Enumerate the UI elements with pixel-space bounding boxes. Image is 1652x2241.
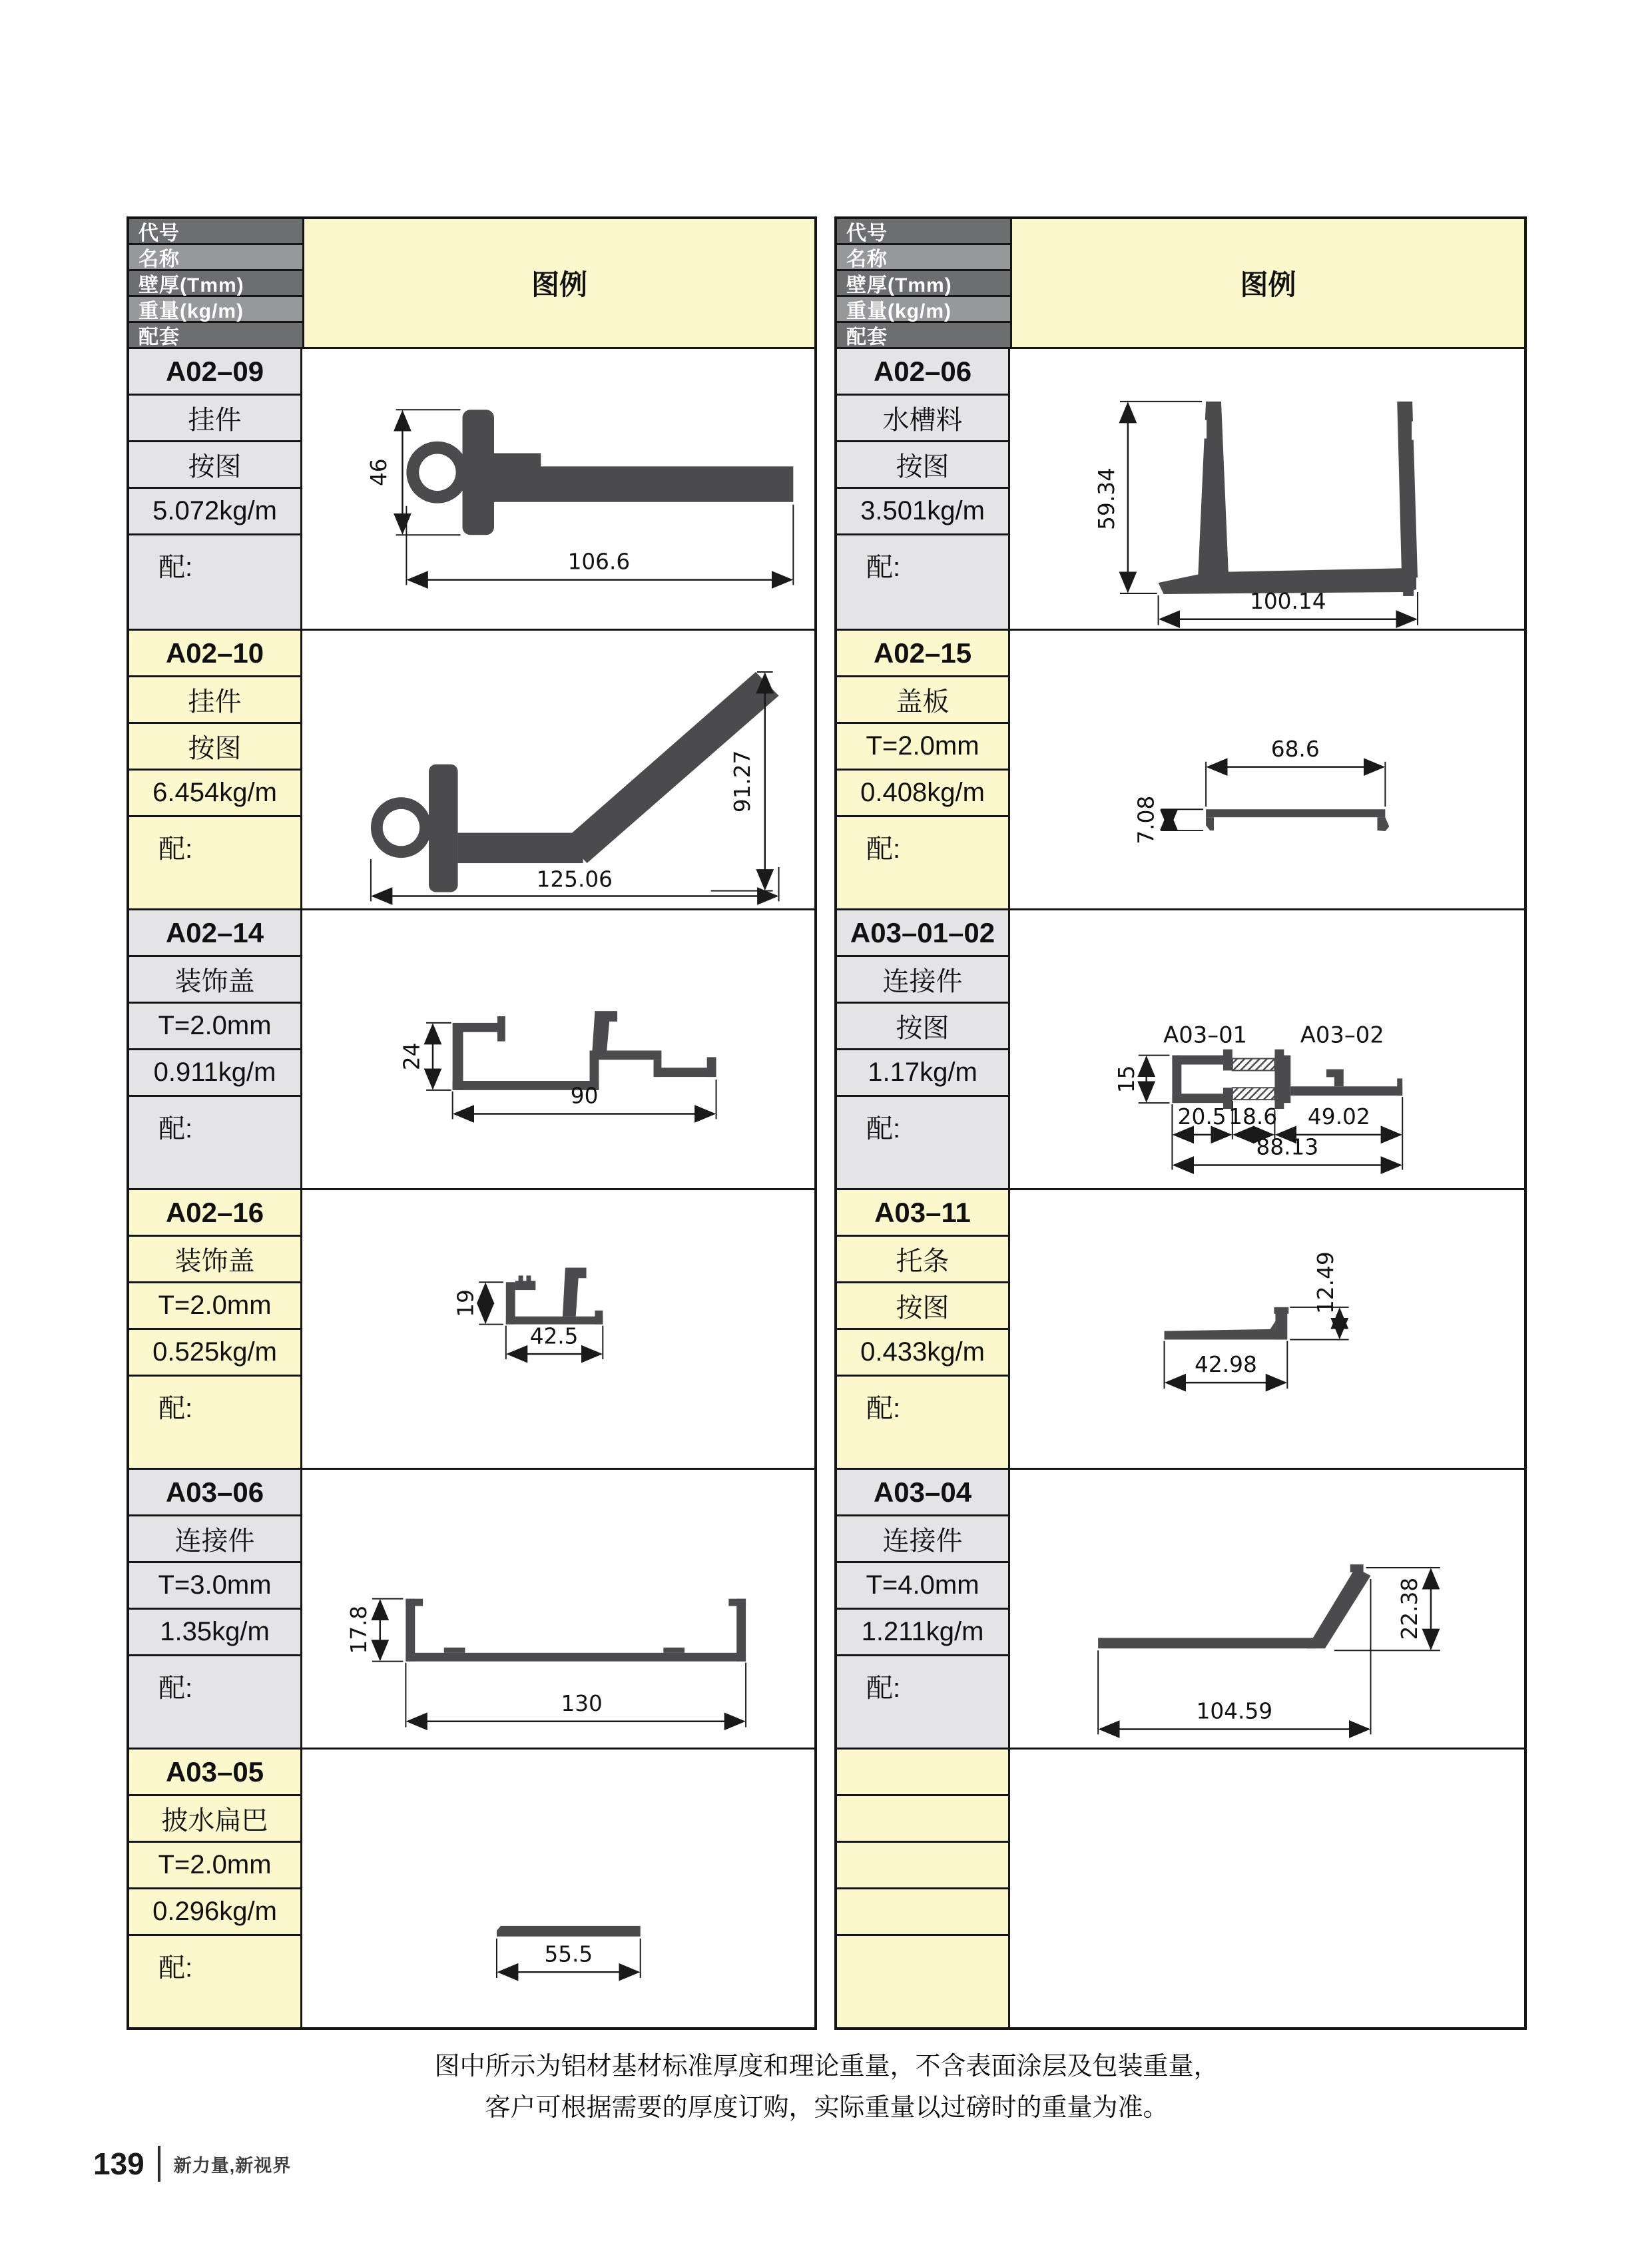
header-row-thickness: 壁厚(Tmm) <box>129 271 302 297</box>
header-row-accessory: 配套 <box>837 323 1010 349</box>
cell-name: 装饰盖 <box>129 1237 300 1283</box>
cell-match: 配: <box>129 535 300 629</box>
cell-name: 连接件 <box>129 1516 300 1563</box>
footer-tagline: 新力量,新视界 <box>173 2155 292 2176</box>
cell-name: 连接件 <box>837 1516 1008 1563</box>
cell-weight: 0.408kg/m <box>837 771 1008 817</box>
block-a02-10 <box>129 629 814 908</box>
dim-label: 68.6 <box>1270 736 1320 762</box>
footer-divider <box>158 2146 160 2182</box>
cell-weight: 5.072kg/m <box>129 489 300 535</box>
dim-label: 88.13 <box>1256 1134 1319 1160</box>
legend-header: 图例 <box>1010 219 1524 349</box>
block-a03-05 <box>129 1748 814 2027</box>
cell-code: A03–04 <box>837 1470 1008 1516</box>
cell-code: A02–16 <box>129 1190 300 1237</box>
cell-name: 盖板 <box>837 677 1008 724</box>
cell-code: A02–10 <box>129 631 300 677</box>
header-row-name: 名称 <box>129 245 302 271</box>
cell-name: 披水扁巴 <box>129 1796 300 1843</box>
drawing-a02-14 <box>302 910 814 1188</box>
drawing-a02-10 <box>302 631 814 908</box>
drawing-a03-11 <box>1010 1190 1524 1468</box>
cell-thickness: T=4.0mm <box>837 1563 1008 1610</box>
cell-weight: 0.525kg/m <box>129 1330 300 1377</box>
drawing-a03-05 <box>302 1750 814 2027</box>
cell-code: A03–01–02 <box>837 910 1008 957</box>
cell-weight: 0.911kg/m <box>129 1050 300 1097</box>
cell-thickness: 按图 <box>129 724 300 771</box>
dim-label: 17.8 <box>346 1605 372 1654</box>
cell-name: 挂件 <box>129 677 300 724</box>
dim-label: 55.5 <box>544 1941 593 1967</box>
part-label: A03–01 <box>1163 1022 1248 1048</box>
dim-label: 104.59 <box>1196 1698 1273 1724</box>
dim-label: 49.02 <box>1307 1104 1370 1129</box>
dim-label: 15 <box>1113 1065 1139 1094</box>
dim-label: 90 <box>570 1083 599 1109</box>
header-row-weight: 重量(kg/m) <box>129 297 302 323</box>
dim-label: 100.14 <box>1249 588 1326 614</box>
cell-match: 配: <box>129 1377 300 1468</box>
drawing-a03-06 <box>302 1470 814 1748</box>
page-number: 139 <box>93 2146 144 2181</box>
dim-label: 20.5 <box>1177 1104 1227 1129</box>
drawing-a02-06 <box>1010 349 1524 629</box>
cell-match: 配: <box>837 1656 1008 1748</box>
drawing-a02-09 <box>302 349 814 629</box>
table-header-right <box>837 219 1524 349</box>
dim-label: 106.6 <box>567 549 631 575</box>
cell-thickness: T=2.0mm <box>129 1283 300 1330</box>
cell-thickness: T=2.0mm <box>129 1004 300 1050</box>
cell-match: 配: <box>129 817 300 908</box>
cell-match: 配: <box>837 1097 1008 1188</box>
cell-code: A03–06 <box>129 1470 300 1516</box>
cell-match: 配: <box>129 1656 300 1748</box>
legend-header: 图例 <box>302 219 814 349</box>
cell-code: A03–11 <box>837 1190 1008 1237</box>
cell-name: 连接件 <box>837 957 1008 1004</box>
cell-weight: 6.454kg/m <box>129 771 300 817</box>
cell-name: 托条 <box>837 1237 1008 1283</box>
cell-match: 配: <box>837 535 1008 629</box>
cell-name: 装饰盖 <box>129 957 300 1004</box>
cell-code <box>837 1750 1008 1796</box>
block-a02-06 <box>837 349 1524 629</box>
cell-thickness: T=3.0mm <box>129 1563 300 1610</box>
table-header-left <box>129 219 814 349</box>
dim-label: 130 <box>561 1690 603 1716</box>
profile-table-right <box>834 216 1527 2030</box>
dim-label: 18.6 <box>1229 1104 1278 1129</box>
page-footer <box>93 2146 291 2182</box>
cell-match: 配: <box>837 817 1008 908</box>
cell-weight <box>837 1889 1008 1936</box>
block-a03-06 <box>129 1468 814 1748</box>
dim-label: 125.06 <box>536 866 613 892</box>
cell-weight: 0.433kg/m <box>837 1330 1008 1377</box>
cell-code: A02–14 <box>129 910 300 957</box>
dim-label: 22.38 <box>1397 1577 1423 1640</box>
cell-weight: 3.501kg/m <box>837 489 1008 535</box>
drawing-a03-01-02 <box>1010 910 1524 1188</box>
dim-label: 19 <box>453 1289 479 1317</box>
block-a03-11 <box>837 1188 1524 1468</box>
block-a02-16 <box>129 1188 814 1468</box>
part-label: A03–02 <box>1300 1022 1384 1048</box>
header-row-accessory: 配套 <box>129 323 302 349</box>
cell-thickness: 按图 <box>837 1283 1008 1330</box>
header-row-weight: 重量(kg/m) <box>837 297 1010 323</box>
cell-name <box>837 1796 1008 1843</box>
dim-label: 46 <box>366 458 392 487</box>
footer-note <box>127 2046 1527 2128</box>
drawing-a02-15 <box>1010 631 1524 908</box>
drawing-a03-04 <box>1010 1470 1524 1748</box>
cell-thickness: T=2.0mm <box>129 1843 300 1889</box>
cell-name: 挂件 <box>129 396 300 442</box>
cell-match: 配: <box>129 1936 300 2027</box>
cell-thickness: 按图 <box>129 442 300 489</box>
cell-name: 水槽料 <box>837 396 1008 442</box>
cell-code: A02–06 <box>837 349 1008 396</box>
block-a02-14 <box>129 908 814 1188</box>
profile-table-left <box>127 216 817 2030</box>
drawing-a02-16 <box>302 1190 814 1468</box>
block-a02-15 <box>837 629 1524 908</box>
block-a03-01-02 <box>837 908 1524 1188</box>
cell-thickness: 按图 <box>837 442 1008 489</box>
cell-match: 配: <box>837 1377 1008 1468</box>
footer-note-line2: 客户可根据需要的厚度订购，实际重量以过磅时的重量为准。 <box>485 2094 1169 2122</box>
cell-thickness: T=2.0mm <box>837 724 1008 771</box>
header-row-code: 代号 <box>129 219 302 245</box>
dim-label: 91.27 <box>730 750 756 813</box>
dim-label: 12.49 <box>1312 1251 1338 1315</box>
dim-label: 42.98 <box>1194 1352 1257 1378</box>
header-row-name: 名称 <box>837 245 1010 271</box>
block-empty <box>837 1748 1524 2027</box>
dim-label: 7.08 <box>1133 795 1159 844</box>
dim-label: 24 <box>399 1042 425 1071</box>
dim-label: 42.5 <box>529 1323 579 1349</box>
cell-match: 配: <box>129 1097 300 1188</box>
cell-code: A02–15 <box>837 631 1008 677</box>
cell-code: A02–09 <box>129 349 300 396</box>
block-a03-04 <box>837 1468 1524 1748</box>
header-row-thickness: 壁厚(Tmm) <box>837 271 1010 297</box>
footer-note-line1: 图中所示为铝材基材标准厚度和理论重量，不含表面涂层及包装重量， <box>434 2053 1219 2081</box>
cell-thickness <box>837 1843 1008 1889</box>
dim-label: 59.34 <box>1094 467 1120 530</box>
header-row-code: 代号 <box>837 219 1010 245</box>
drawing-empty <box>1010 1750 1524 2027</box>
cell-weight: 1.211kg/m <box>837 1610 1008 1656</box>
cell-code: A03–05 <box>129 1750 300 1796</box>
cell-weight: 1.17kg/m <box>837 1050 1008 1097</box>
cell-thickness: 按图 <box>837 1004 1008 1050</box>
cell-match <box>837 1936 1008 2027</box>
block-a02-09 <box>129 349 814 629</box>
cell-weight: 0.296kg/m <box>129 1889 300 1936</box>
cell-weight: 1.35kg/m <box>129 1610 300 1656</box>
